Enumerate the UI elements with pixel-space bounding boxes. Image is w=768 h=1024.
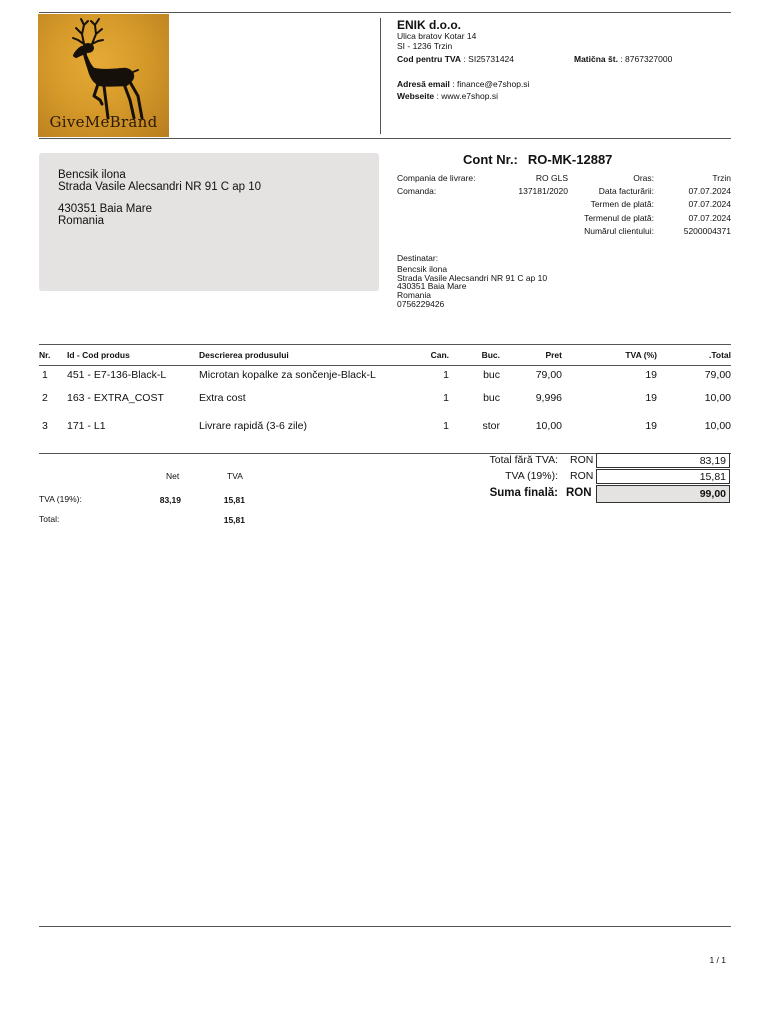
vat-value: : SI25731424 (463, 54, 515, 64)
meta-left-labels (397, 172, 475, 198)
company-reg (574, 54, 672, 64)
recipient-street: Strada Vasile Alecsandri NR 91 C ap 10 (397, 272, 548, 283)
footer-rule (39, 926, 731, 927)
customer-country: Romania (58, 214, 105, 227)
customer-address-box (39, 153, 379, 291)
vat-summary-total-label: Total: (39, 514, 60, 524)
header-divider (380, 18, 381, 134)
cell-price: 9,996 (535, 392, 562, 404)
cell-description: Livrare rapidă (3-6 zile) (199, 420, 307, 432)
cell-quantity: 1 (443, 392, 449, 404)
meta-value-client-number: 5200004371 (683, 225, 731, 236)
company-website (397, 91, 498, 101)
table-row (39, 384, 731, 412)
vat-summary-col-net: Net (166, 471, 180, 481)
col-vat: TVA (%) (562, 345, 657, 366)
col-nr: Nr. (39, 345, 67, 366)
company-address (397, 31, 476, 51)
total-final-label: Suma finală: (489, 487, 558, 499)
cell-total: 79,00 (704, 369, 731, 381)
email-value[interactable]: : finance@e7shop.si (452, 79, 530, 89)
total-net-label: Total fără TVA: (489, 454, 558, 466)
meta-value-city: Trzin (712, 173, 731, 183)
vat-summary-col-vat: TVA (227, 471, 243, 481)
cell-description: Microtan kopalke za sončenje-Black-L (199, 369, 376, 381)
col-product-id: Id - Cod produs (67, 345, 199, 366)
meta-label-payment-term: Termen de plată: (590, 199, 654, 210)
company-email (397, 79, 529, 89)
cell-unit: buc (483, 392, 500, 404)
col-quantity: Can. (409, 345, 449, 366)
cell-total: 10,00 (704, 392, 731, 404)
total-final-value: 99,00 (596, 485, 730, 503)
top-rule (39, 12, 731, 13)
invoice-number: RO-MK-12887 (527, 152, 613, 167)
company-name: ENIK d.o.o. (397, 18, 461, 32)
header-bottom-rule (39, 138, 731, 139)
customer-city: 430351 Baia Mare (58, 203, 152, 215)
table-header-row (39, 345, 731, 366)
meta-value-payment-due: 07.07.2024 (688, 212, 731, 223)
cell-nr: 3 (42, 420, 48, 432)
meta-label-delivery: Compania de livrare: (397, 173, 476, 183)
vat-summary-total-vat: 15,81 (223, 515, 245, 525)
company-address-line1: Ulica bratov Kotar 14 (397, 31, 477, 41)
col-unit: Buc. (449, 345, 500, 366)
table-row (39, 412, 731, 440)
cell-vat: 19 (645, 369, 657, 381)
cell-vat: 19 (645, 420, 657, 432)
cell-product-id: 163 - EXTRA_COST (67, 392, 164, 404)
cell-nr: 1 (42, 369, 48, 381)
invoice-title (463, 152, 612, 167)
cell-total: 10,00 (704, 420, 731, 432)
customer-name: Bencsik ilona (58, 169, 126, 181)
meta-left-values (490, 172, 568, 198)
meta-label-invoice-date: Data facturării: (598, 186, 654, 197)
page-number: 1 / 1 (709, 955, 726, 965)
recipient-country: Romania (397, 290, 432, 301)
col-description: Descrierea produsului (199, 345, 409, 366)
total-vat-currency: RON (570, 470, 594, 482)
meta-right-labels (560, 172, 654, 238)
total-net-value: 83,19 (596, 453, 730, 468)
col-price: Pret (500, 345, 562, 366)
brand-name: GiveMeBrand (49, 113, 158, 131)
col-total: .Total (657, 345, 731, 366)
vat-label: Cod pentru TVA (397, 54, 462, 64)
web-label: Webseite (397, 91, 435, 101)
company-vat (397, 54, 514, 64)
items-table (39, 345, 731, 440)
cell-nr: 2 (42, 392, 48, 404)
cell-product-id: 171 - L1 (67, 420, 106, 432)
total-net-currency: RON (570, 454, 594, 466)
vat-summary-row-label: TVA (19%): (39, 494, 82, 504)
recipient-block (397, 254, 547, 309)
invoice-title-label: Cont Nr.: (463, 152, 518, 167)
meta-value-order: 137181/2020 (518, 186, 568, 197)
total-final-currency: RON (566, 487, 592, 499)
web-value[interactable]: : www.e7shop.si (436, 91, 498, 101)
company-logo (38, 14, 169, 137)
cell-unit: buc (483, 369, 500, 381)
vat-summary-row-net: 83,19 (159, 495, 181, 505)
meta-value-payment-term: 07.07.2024 (688, 199, 731, 210)
recipient-phone: 0756229426 (397, 298, 445, 309)
cell-price: 10,00 (535, 420, 562, 432)
reg-label: Matična št. (574, 54, 618, 64)
customer-street: Strada Vasile Alecsandri NR 91 C ap 10 (58, 180, 262, 193)
email-label: Adresă email (397, 79, 450, 89)
cell-description: Extra cost (199, 392, 246, 404)
cell-unit: stor (482, 420, 500, 432)
meta-label-city: Oras: (633, 173, 654, 183)
customer-address (58, 170, 261, 227)
meta-label-payment-due: Termenul de plată: (584, 212, 654, 223)
reg-value: : 8767327000 (620, 54, 673, 64)
cell-price: 79,00 (535, 369, 562, 381)
meta-label-order: Comanda: (397, 186, 437, 197)
total-vat-label: TVA (19%): (505, 470, 558, 482)
cell-vat: 19 (645, 392, 657, 404)
vat-summary-row-vat: 15,81 (223, 495, 245, 505)
table-row (39, 366, 731, 385)
cell-quantity: 1 (443, 420, 449, 432)
meta-value-delivery: RO GLS (535, 173, 568, 183)
meta-value-invoice-date: 07.07.2024 (688, 186, 731, 197)
total-vat-value: 15,81 (596, 469, 730, 484)
meta-label-client-number: Numărul clientului: (584, 225, 654, 236)
recipient-name: Bencsik ilona (397, 263, 448, 274)
recipient-city: 430351 Baia Mare (397, 281, 467, 292)
cell-quantity: 1 (443, 369, 449, 381)
company-address-line2: SI - 1236 Trzin (397, 41, 453, 51)
meta-right-values (660, 172, 731, 238)
cell-product-id: 451 - E7-136-Black-L (67, 369, 167, 381)
recipient-heading: Destinatar: (397, 253, 439, 263)
